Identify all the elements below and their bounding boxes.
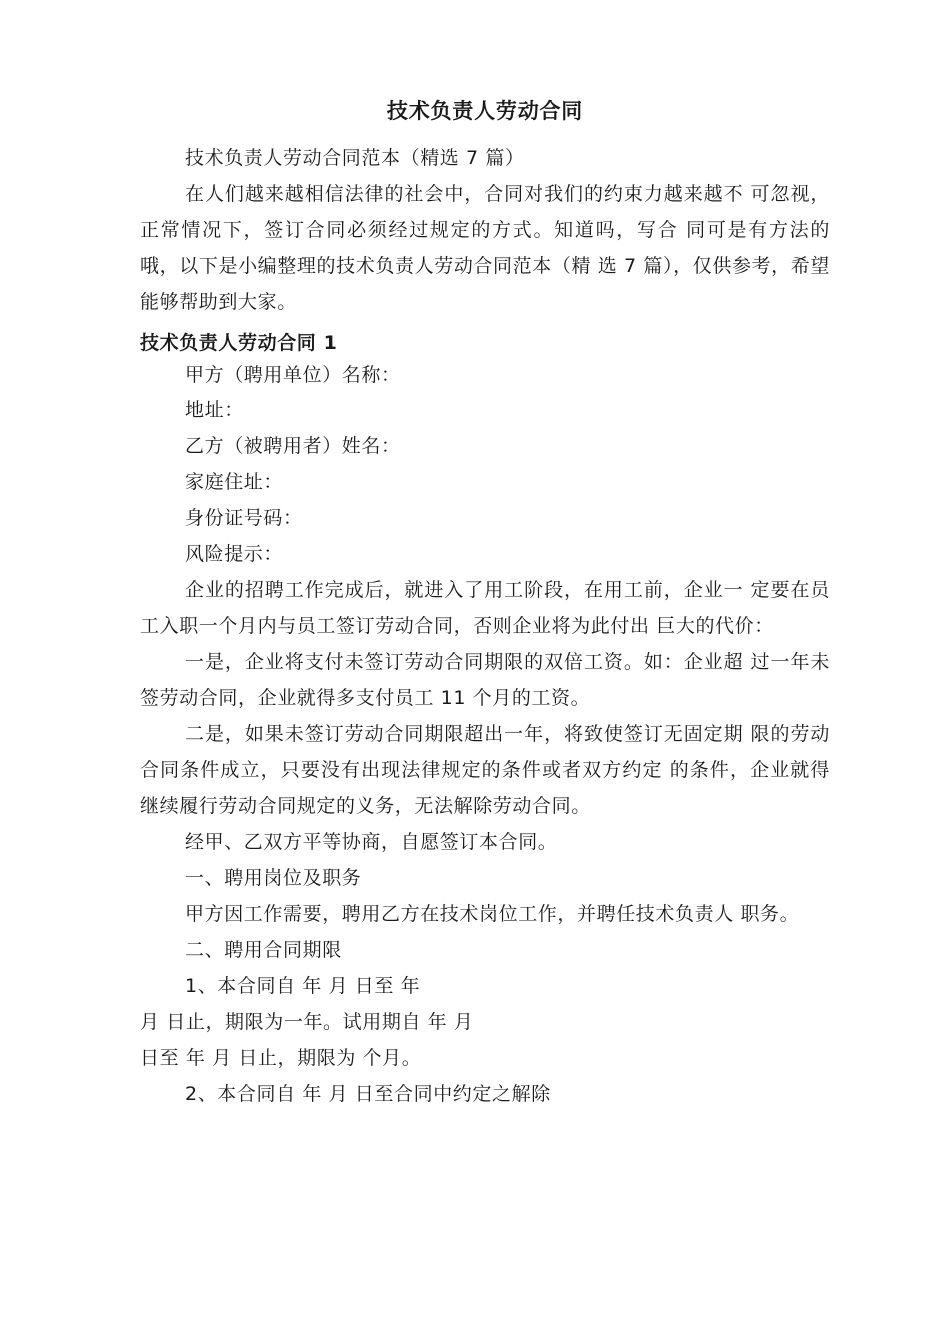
term-line-2: 月 日止，期限为一年。试用期自 年 月 bbox=[140, 1011, 474, 1033]
party-b-name-field: 乙方（被聘用者）姓名： bbox=[185, 435, 401, 457]
clause-1-heading: 一、聘用岗位及职务 bbox=[185, 867, 362, 889]
party-a-name-field: 甲方（聘用单位）名称： bbox=[185, 364, 401, 386]
risk-paragraph: 企业的招聘工作完成后，就进入了用工阶段，在用工前，企业一 定要在员工入职一个月内与员工签订劳动合同，否则企业将为此付出 巨大的代价： bbox=[140, 579, 830, 637]
risk-notice-field: 风险提示： bbox=[185, 543, 284, 565]
agreement-statement: 经甲、乙双方平等协商，自愿签订本合同。 bbox=[185, 831, 558, 853]
address-field: 地址： bbox=[185, 399, 244, 421]
document-subtitle: 技术负责人劳动合同范本（精选 7 篇） bbox=[185, 147, 525, 169]
document-title: 技术负责人劳动合同 bbox=[386, 99, 584, 123]
risk-point-1: 一是，企业将支付未签订劳动合同期限的双倍工资。如：企业超 过一年未签劳动合同，企业就得多支付员工 11 个月的工资。 bbox=[140, 651, 830, 709]
clause-2-heading: 二、聘用合同期限 bbox=[185, 939, 342, 961]
document-body bbox=[140, 96, 830, 1112]
term-line-1: 1、本合同自 年 月 日至 年 bbox=[185, 975, 421, 997]
risk-point-2: 二是，如果未签订劳动合同期限超出一年，将致使签订无固定期 限的劳动合同条件成立，只要没有出现法律规定的条件或者双方约定 的条件，企业就得继续履行劳动合同规定的义务，无法解除劳动合同。 bbox=[140, 723, 830, 817]
home-address-field: 家庭住址： bbox=[185, 471, 284, 493]
term-line-3: 日至 年 月 日止，期限为 个月。 bbox=[140, 1047, 422, 1069]
section-1-heading: 技术负责人劳动合同 1 bbox=[140, 332, 338, 354]
id-number-field: 身份证号码： bbox=[185, 507, 303, 529]
intro-paragraph: 在人们越来越相信法律的社会中，合同对我们的约束力越来越不 可忽视，正常情况下，签订合同必须经过规定的方式。知道吗，写合 同可是有方法的哦，以下是小编整理的技术负责人劳动合同范本（精 选 7 篇），仅供参考，希望能够帮助到大家。 bbox=[140, 183, 830, 313]
term-line-4: 2、本合同自 年 月 日至合同中约定之解除 bbox=[185, 1083, 551, 1105]
clause-1-text: 甲方因工作需要，聘用乙方在技术岗位工作，并聘任技术负责人 职务。 bbox=[185, 903, 800, 925]
